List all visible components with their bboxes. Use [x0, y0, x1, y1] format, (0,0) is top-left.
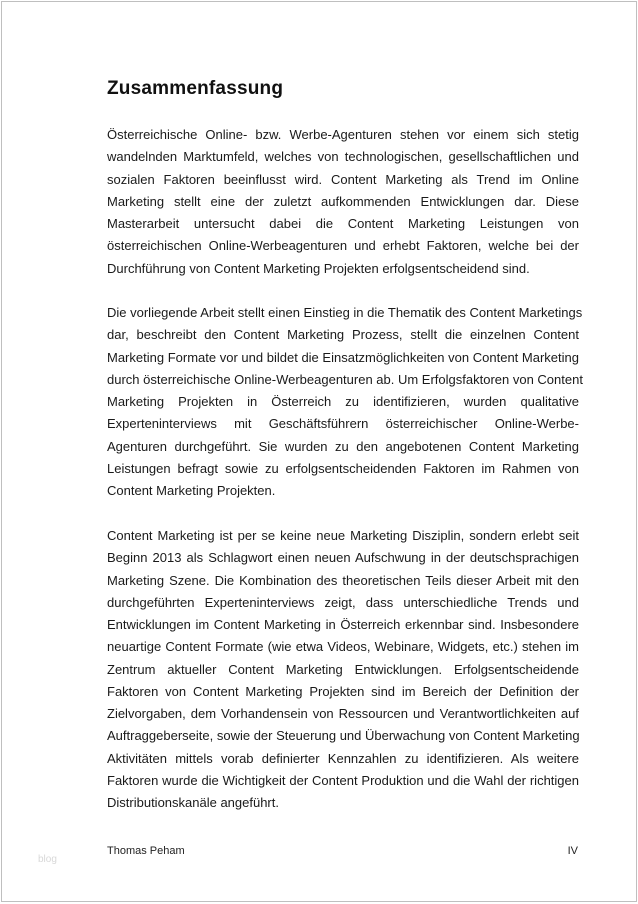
text-line: Aktivitäten mittels vorab definierter Kennzahlen zu identifizieren. Als weitere	[107, 750, 579, 766]
text-line: Zielvorgaben, dem Vorhandensein von Ressourcen und Verantwortlichkeiten auf	[107, 706, 579, 721]
text-line: Marketing Szene. Die Kombination des theoretischen Teils dieser Arbeit mit den	[107, 572, 579, 588]
text-line: dar, beschreibt den Content Marketing Prozess, stellt die einzelnen Content	[107, 327, 579, 343]
text-line: durch österreichische Online-Werbeagenturen ab. Um Erfolgsfaktoren von Content	[107, 371, 583, 387]
text-line: durchgeführten Experteninterviews zeigt, dass unterschiedliche Trends und	[107, 594, 579, 610]
paragraph-3	[107, 525, 579, 814]
text-line: Distributionskanäle angeführt.	[107, 795, 279, 810]
watermark: blog	[38, 854, 57, 865]
text-line: Österreichische Online- bzw. Werbe-Agenturen stehen vor einem sich stetig	[107, 127, 579, 142]
footer-author: Thomas Peham	[107, 845, 185, 857]
text-line: Durchführung von Content Marketing Projekten erfolgsentscheidend sind.	[107, 260, 530, 276]
text-line: Content Marketing ist per se keine neue Marketing Disziplin, sondern erlebt seit	[107, 528, 579, 543]
text-line: neuartige Content Formate (wie etwa Videos, Webinare, Widgets, etc.) stehen im	[107, 639, 579, 655]
text-line: Die vorliegende Arbeit stellt einen Einstieg in die Thematik des Content Marketings	[107, 305, 583, 320]
paragraph-2	[107, 302, 583, 502]
document-page	[1, 1, 637, 902]
text-line: Zentrum aktueller Content Marketing Entwicklungen. Erfolgsentscheidende	[107, 661, 579, 677]
text-line: Marketing Projekten in Österreich zu identifizieren, wurden qualitative	[107, 394, 579, 409]
text-line: Experteninterviews mit Geschäftsführern österreichischer Online-Werbe-	[107, 416, 579, 432]
text-line: Masterarbeit untersucht dabei die Content Marketing Leistungen von	[107, 216, 579, 231]
text-line: wandelnden Marktumfeld, welches von technologischen, gesellschaftlichen und	[107, 149, 579, 165]
text-line: sozialen Faktoren beeinflusst wird. Content Marketing als Trend im Online	[107, 171, 579, 187]
text-line: Marketing stellt eine der zuletzt aufkommenden Entwicklungen dar. Diese	[107, 193, 579, 209]
text-line: Content Marketing Projekten.	[107, 483, 276, 498]
text-line: Agenturen durchgeführt. Sie wurden zu den angebotenen Content Marketing	[107, 438, 579, 454]
text-line: Entwicklungen im Content Marketing in Österreich erkennbar sind. Insbesondere	[107, 617, 579, 632]
text-line: Beginn 2013 als Schlagwort einen neuen Aufschwung in der deutschsprachigen	[107, 550, 579, 566]
text-line: Faktoren von Content Marketing Projekten sind im Bereich der Definition der	[107, 683, 579, 699]
text-line: Leistungen befragt sowie zu erfolgsentscheidenden Faktoren im Rahmen von	[107, 460, 579, 476]
text-line: Auftraggeberseite, sowie der Steuerung und Überwachung von Content Marketing	[107, 728, 580, 744]
text-line: Faktoren wurde die Wichtigkeit der Content Produktion und die Wahl der richtigen	[107, 772, 579, 788]
text-line: Marketing Formate vor und bildet die Einsatzmöglichkeiten von Content Marketing	[107, 349, 579, 365]
text-line: österreichischen Online-Werbeagenturen und erhebt Faktoren, welche bei der	[107, 238, 579, 254]
page-title: Zusammenfassung	[107, 78, 284, 99]
paragraph-1	[107, 124, 579, 280]
footer-page-number: IV	[567, 845, 578, 857]
